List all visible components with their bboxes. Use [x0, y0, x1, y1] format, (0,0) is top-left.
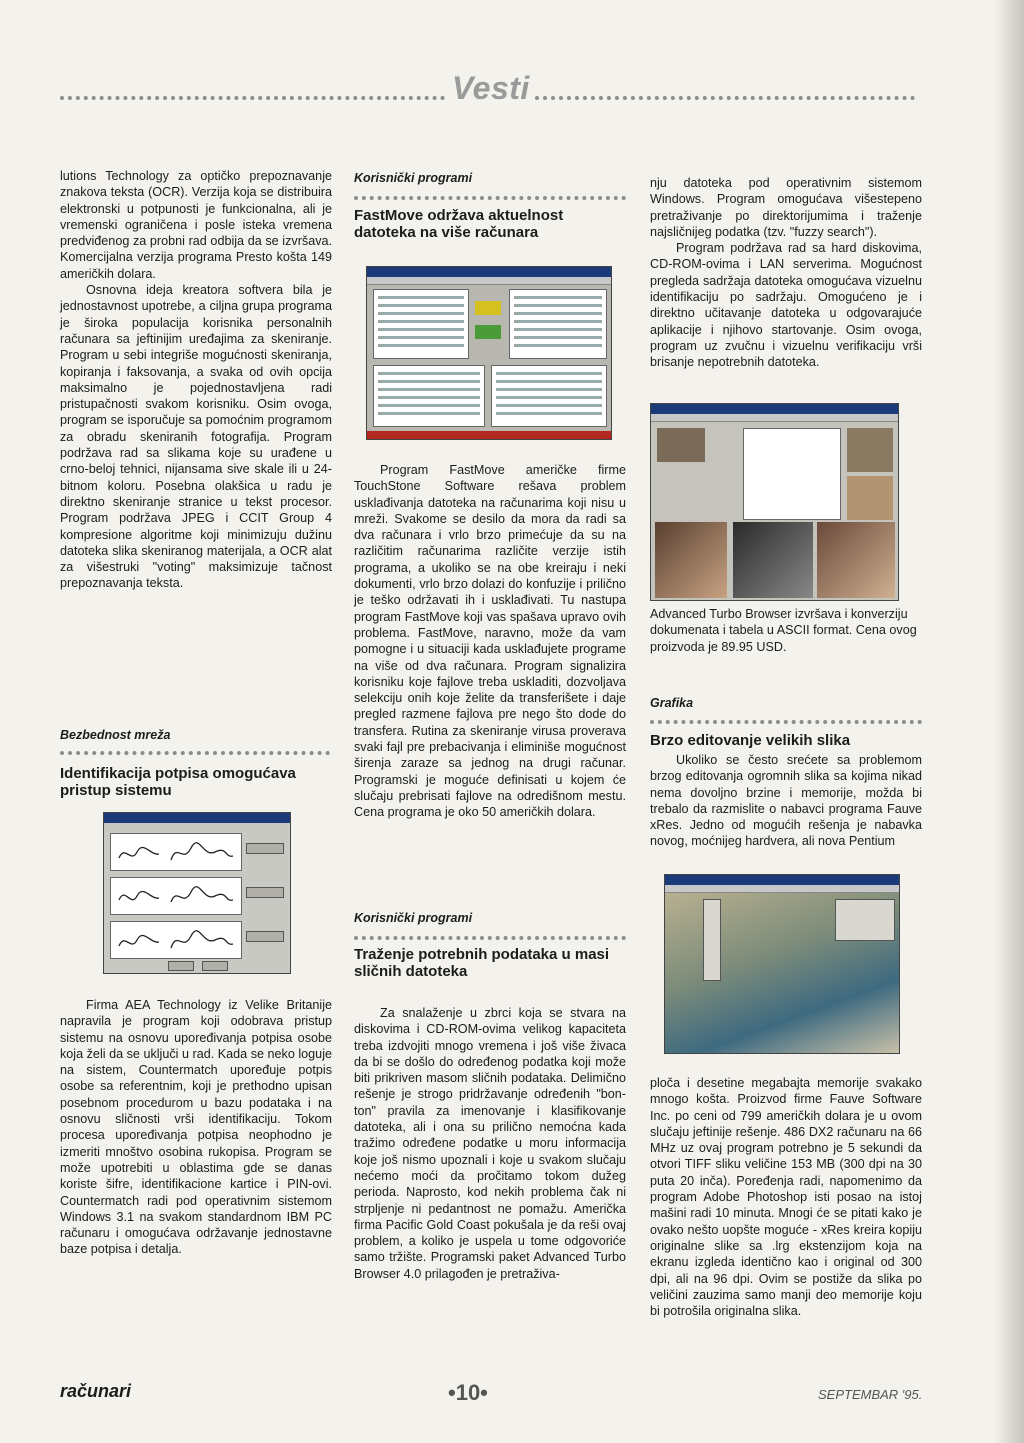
page-edge-shadow: [994, 0, 1024, 1443]
thumbnail-image: [847, 476, 893, 520]
article-text: Program FastMove američke firme TouchStone Software rešava problem usklađivanja datoteka na računarima koji nisu u mreži. Svakome se desilo da mora da radi sa dva računara i vrlo brzo primećuje da su na različitim računarima različite verzije istih programa, a ukoliko se na obe kreiraju i neki dokumenti, vrlo brzo dolazi do konfuzije i prilično je teško održavati ih i usklađivati. Tu nastupa program FastMove koji vas spašava upravo ovih problema. FastMove, naravno, može da vam pomogne i u situaciji kada usklađujete programe na više od dva računara. Program signalizira korisniku koje fajlove treba uskladiti, dozvoljava selekciju onih koje želite da transferišete i daje pregled razmene fajlova pre nego što dode do transfera. Rutina za skeniranje virusa proverava svaki fajl pre prebacivanja i eliminiše mogućnost širenja zaraze sa jednog na drugi računar. Programski je moguće definisati u kojem će slučaju prebrisati fajlove na odredišnom mestu. Cena programa je oko 50 američkih dolara.: [354, 463, 626, 820]
document-preview: [743, 428, 841, 520]
article-text: Firma AEA Technology iz Velike Britanije napravila je program koji odobrava pristup sistemu na osnovu upoređivanja potpisa osobe koja želi da se uključi u rad. Kada se neko loguje na sistem, Countermatch upoređuje potpis osobe sa referentnim, koji je prethodno upisan posebnom procedurom u bazu podataka i na osnovu sličnosti vrši identifikaciju. Tokom procesa upoređivanja potpisa neophodno je izmeriti mnoštvo osobina rukopisa. Program se može upotrebiti u oblastima gde se danas koriste šifre, identifikacione kartice i PIN-ovi. Countermatch radi pod operativnim sistemom Windows 3.1 na svakom standardnom IBM PC računaru i omogućava održavanje jednostavne baze potpisa i detalja.: [60, 998, 332, 1257]
signature-box: [110, 877, 242, 915]
cancel-button: [168, 961, 194, 971]
signature-scribble: [111, 834, 241, 870]
middle-column-top: [354, 462, 626, 821]
window-menubar: [665, 885, 899, 893]
right-column-bottom: [650, 1075, 922, 1319]
thumbnail-image: [655, 522, 727, 598]
tool-palette: [703, 899, 721, 981]
left-column-bottom: [60, 997, 332, 1258]
window-titlebar: [367, 267, 611, 277]
status-bar: [367, 431, 611, 439]
image-caption: Advanced Turbo Browser izvršava i konverziju dokumenata i tabela u ASCII format. Cena ovog proizvoda je 89.95 USD.: [650, 607, 917, 654]
file-list-pane: [491, 365, 607, 427]
article-text: ploča i desetine megabajta memorije svakako mnogo košta. Proizvod firme Fauve Software Inc. po ceni od 799 američkih dolara je u ovom slučaju jeftinije rešenje. 486 DX2 računaru na 66 MHz uz ovaj program potrebno je 5 sekundi da otvori TIFF sliku veličine 153 MB (300 dpi na 30 puta 20 inča). Poređenja radi, napomenimo da program Adobe Photoshop isti posao na istoj mašini radi 10 minuta. Mnogi će se pitati kako je ovako nešto uopšte moguće - xRes kreira kopiju originalne slike sa .lrg ekstenzijom koja na ekranu izgleda identično kao i original od 300 dpi, ali na 96 dpi. Ovim se postiže da slika po veličini zauzima samo manji deo memorije koju bi potrošila originalna slika.: [650, 1076, 922, 1319]
signature-box: [110, 833, 242, 871]
arrow-right-icon: [475, 301, 501, 315]
dotted-rule: [60, 751, 330, 755]
article-text: Ukoliko se često srećete sa problemom brzog editovanja ogromnih slika sa kojima nikad nema dovoljno brzine i memorije, možda bi trebalo da razmislite o nabavci programa Fauve xRes. Jedno od mogućih rešenja je nabavka novog, moćnijeg hardvera, ali nova Pentium: [650, 753, 922, 849]
header-dotted-rule-right: [535, 96, 915, 100]
article-heading: Identifikacija potpisa omogućava pristup sistemu: [60, 765, 296, 799]
signature-scribble: [111, 922, 241, 958]
left-column-top: [60, 168, 332, 592]
window-titlebar: [665, 875, 899, 885]
thumbnail-image: [847, 428, 893, 472]
xres-screenshot: [664, 874, 900, 1054]
thumbnail-image: [657, 428, 705, 462]
file-list-pane: [373, 365, 485, 427]
capture-button: [246, 843, 284, 854]
article-heading: FastMove održava aktuelnost datoteka na više računara: [354, 207, 564, 241]
signature-box: [110, 921, 242, 959]
section-label: Grafika: [650, 696, 694, 710]
article-text: Za snalaženje u zbrci koja se stvara na diskovima i CD-ROM-ovima velikog kapaciteta treba izdvojiti mnogo vremena i još više živaca da bi se došlo do određenog podatka koji može biti prikriven masom sličnih podataka. Delimično rešenje je strogo pridržavanje određenih "bon-ton" pravila za imenovanje i klasifikovanje datoteka, ali i ona su prilično nemoćna kada tražimo određene podatke u moru informacija koje još nismo upoznali i koje u svakom slučaju nećemo moći da pročitamo tokom dužeg perioda. Naprosto, kod nekih problema čak ni strpljenje ni pedantnost ne pomažu. Američka firma Pacific Gold Coast pokušala je da reši ovaj problem, a koliko je uspela u tome odgovoriće samo tržište. Programski paket Advanced Turbo Browser 4.0 prilagođen je pretraživa-: [354, 1006, 626, 1281]
middle-column-bottom: [354, 1005, 626, 1282]
article-text: Program podržava rad sa hard diskovima, CD-ROM-ovima i LAN serverima. Mogućnost pregleda sadržaja datoteka omogućava vizuelnu identifikaciju po sadržaju. Omogućeno je i direktno učitavanje datoteka u odgovarajuće aplikacije i njihovo startovanje. Osim ovoga, program uz zvučnu i vizuelnu verifikaciju vrši brisanje nepotrebnih datoteka.: [650, 241, 922, 370]
section-title: Vesti: [452, 70, 530, 106]
capture-button: [246, 887, 284, 898]
right-column-middle: [650, 752, 922, 850]
magazine-brand: računari: [60, 1381, 132, 1401]
arrow-left-icon: [475, 325, 501, 339]
window-titlebar: [104, 813, 290, 823]
section-label: Bezbednost mreža: [60, 728, 171, 742]
dotted-rule: [354, 196, 626, 200]
file-tree-pane: [509, 289, 607, 359]
thumbnail-image: [817, 522, 895, 598]
signature-scribble: [111, 878, 241, 914]
window-menubar: [651, 414, 898, 422]
ok-button: [202, 961, 228, 971]
turbo-browser-screenshot: [650, 403, 899, 601]
file-tree-pane: [373, 289, 469, 359]
dotted-rule: [650, 720, 922, 724]
header-dotted-rule-left: [60, 96, 445, 100]
signature-screenshot: [103, 812, 291, 974]
layers-palette: [835, 899, 895, 941]
article-heading: Traženje potrebnih podataka u masi sličnih datoteka: [354, 946, 610, 980]
section-label: Korisnički programi: [354, 911, 473, 925]
window-titlebar: [651, 404, 898, 414]
right-column-top: [650, 175, 922, 371]
window-menubar: [367, 277, 611, 285]
thumbnail-image: [733, 522, 813, 598]
article-text: lutions Technology za optičko prepoznavanje znakova teksta (OCR). Verzija koja se distribuira elektronski u potpunosti je funkcionalna, ali je vremenski ograničena i posle isteka vremena predviđenog za probni rad odbija da se izvršava. Komercijalna verzija programa Presto košta 149 američkih dolara.: [60, 169, 332, 281]
page-number: •10•: [448, 1380, 488, 1405]
issue-date: SEPTEMBAR '95.: [818, 1387, 923, 1402]
article-text: Osnovna ideja kreatora softvera bila je jednostavnost upotrebe, a ciljna grupa programa je široka populacija korisnika personalnih računara sa jeftinijim uređajima za skeniranje. Program u sebi integriše mogućnosti skeniranja, kopiranja i faksovanja, a svaka od ovih opcija maksimalno je pojednostavljena radi pristupačnosti svakom korisniku. Osim ovoga, program se isporučuje sa pomoćnim programom za obradu skeniranih fotografija. Program podržava rad sa slikama koje su urađene u crno-beloj tehnici, nijansama sive skale ili u 24-bitnom koloru. Posebna olakšica u radu je direktno skeniranje stranice u tekst procesor. Program podržava JPEG i CCIT Group 4 kompresione algoritme koji minimizuju dužinu datoteka slika skeniranog materijala, a OCR alat za višestruki "voting" maksimizuje tačnost prepoznavanja teksta.: [60, 283, 332, 591]
article-heading: Brzo editovanje velikih slika: [650, 732, 851, 749]
article-text: nju datoteka pod operativnim sistemom Windows. Program omogućava višestepeno pretraživanje po direktorijumima i traženje najsličnijeg podatka (tzv. "fuzzy search").: [650, 176, 922, 239]
fastmove-screenshot: [366, 266, 612, 440]
capture-button: [246, 931, 284, 942]
section-label: Korisnički programi: [354, 171, 473, 185]
dotted-rule: [354, 936, 626, 940]
